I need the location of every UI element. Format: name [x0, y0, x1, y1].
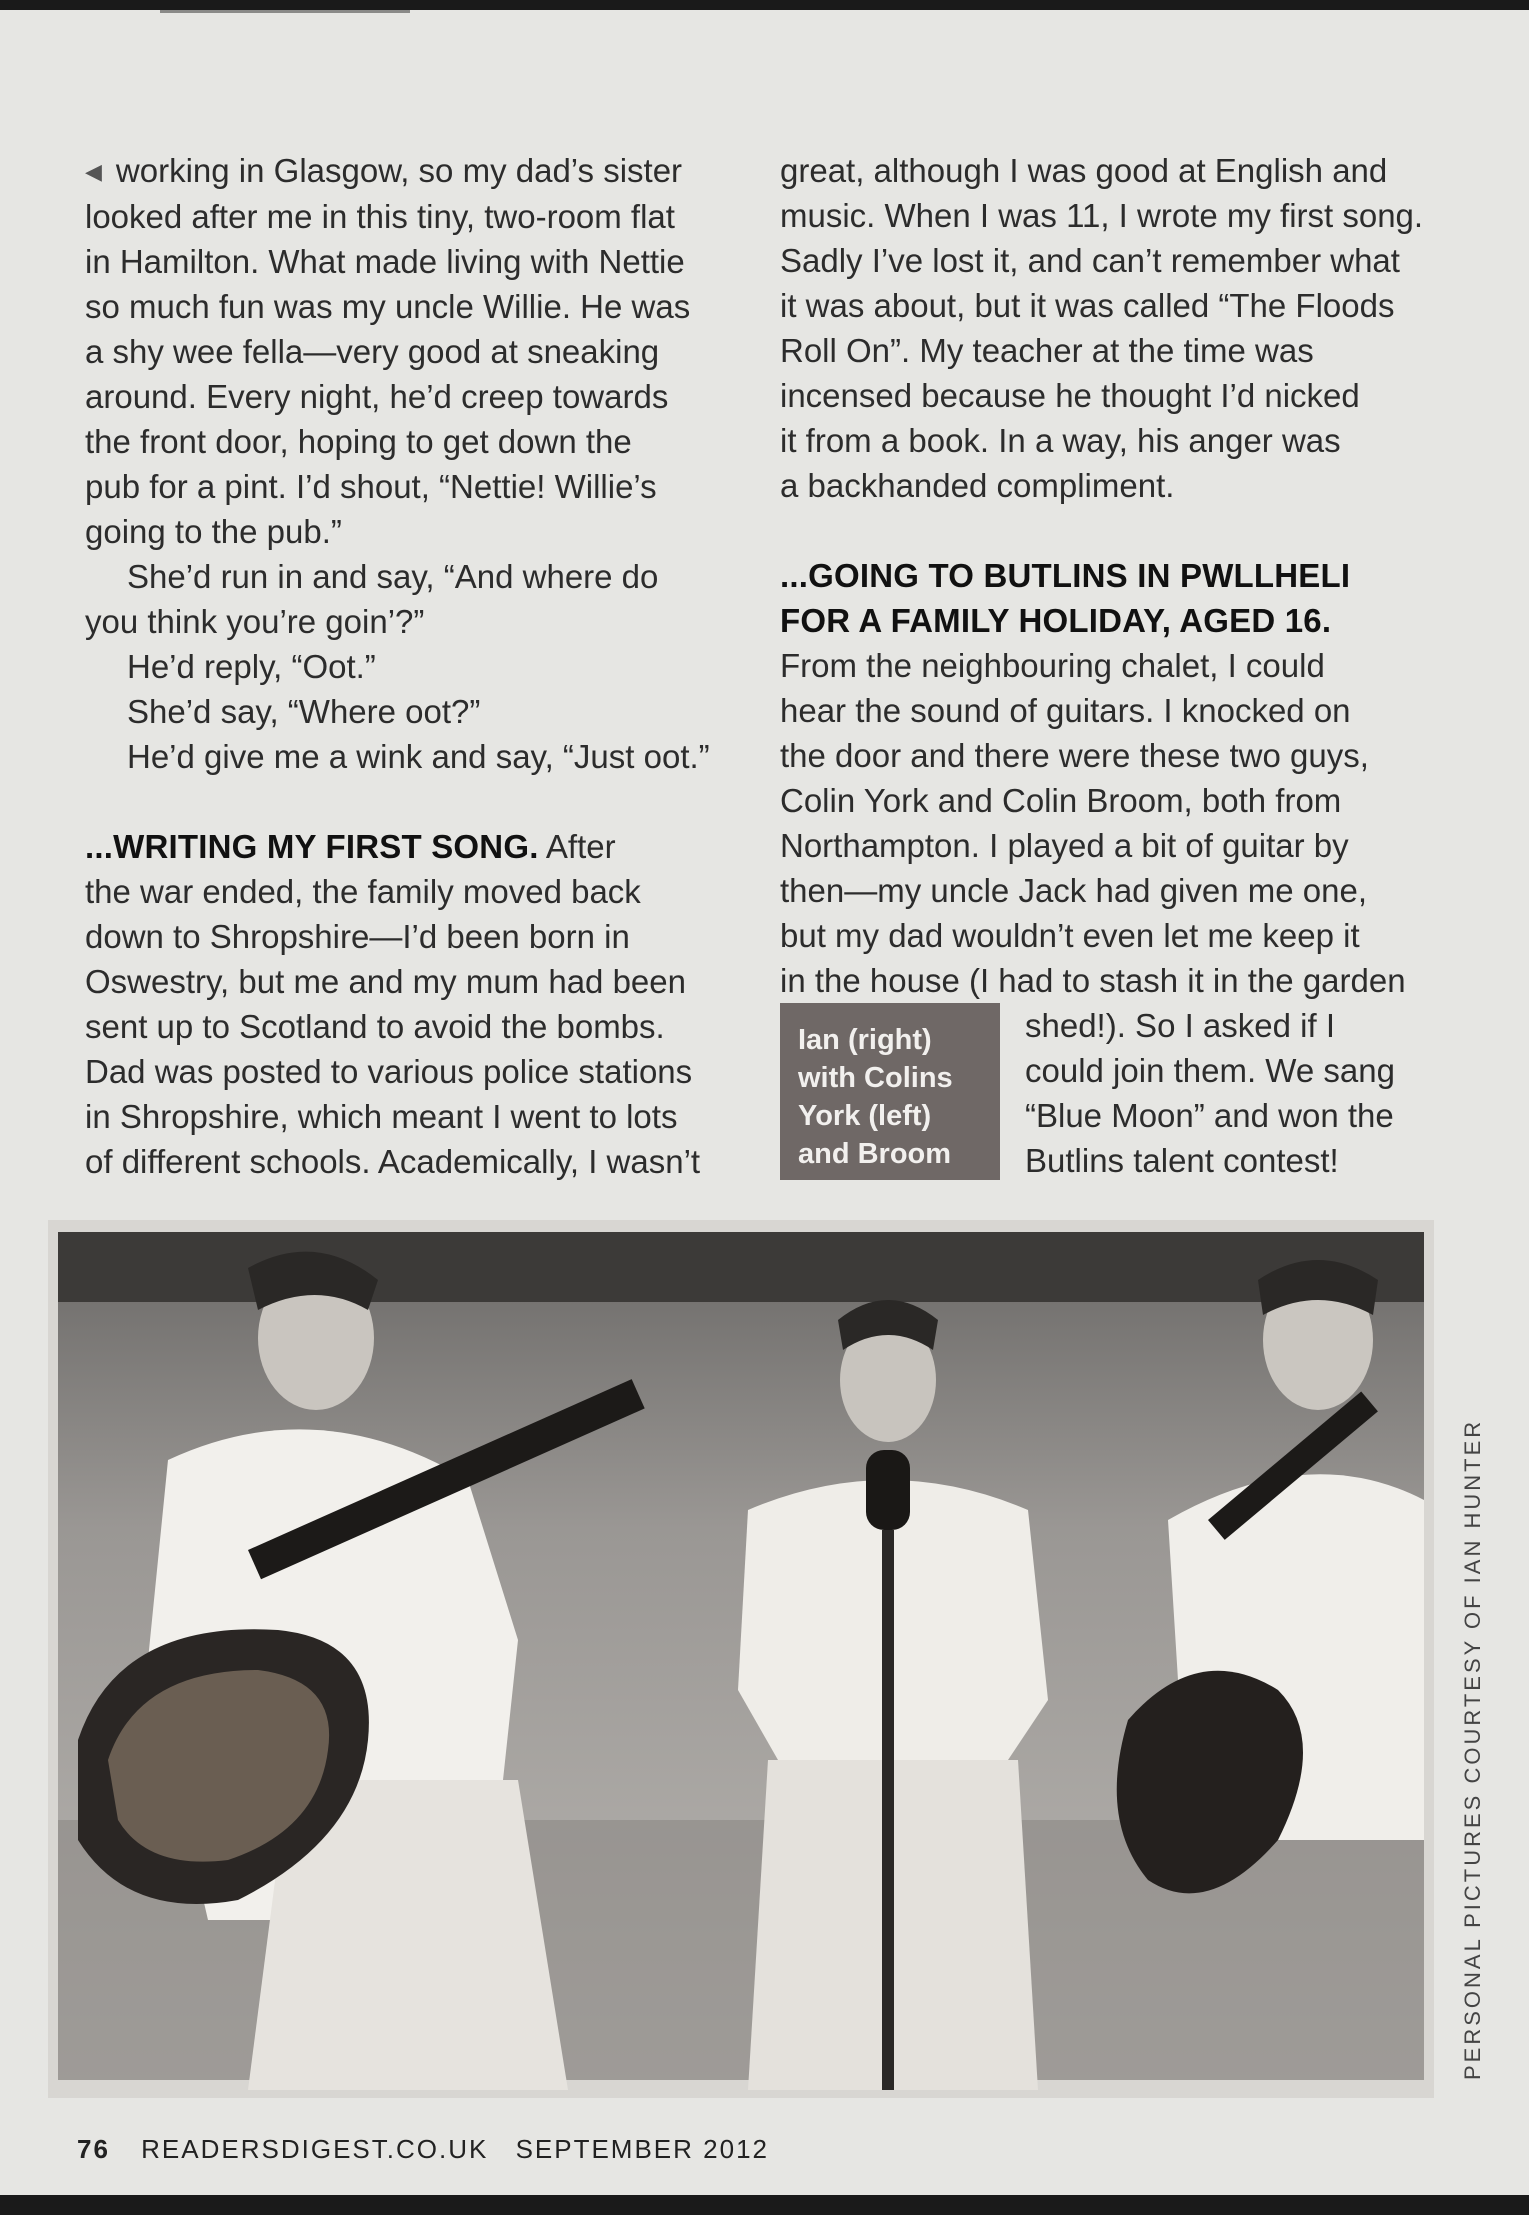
section-heading: ...WRITING MY FIRST SONG. [85, 828, 539, 865]
top-rule [160, 10, 410, 13]
photo-caption: Ian (right) with Colins York (left) and Broom [780, 1003, 1000, 1180]
wrapped-paragraph: shed!). So I asked if I could join them. We sang “Blue Moon” and won the Butlins talent contest! [1025, 1007, 1395, 1179]
section-heading-butlins: ...GOING TO BUTLINS IN PWLLHELI FOR A FAMILY HOLIDAY, AGED 16. [780, 557, 1351, 639]
paragraph-nettie: ◀ working in Glasgow, so my dad’s sister looked after me in this tiny, two-room flat in Hamilton. What made living with Nettie so much fun was my uncle Willie. He was a shy wee fella—very good at sneaking around. Every night, he’d creep towards the front door, hoping to get down the pub for a pint. I’d shout, “Nettie! Willie’s going to the pub.” [85, 152, 691, 550]
band-photo [48, 1220, 1434, 2098]
photo-credit: PERSONAL PICTURES COURTESY OF IAN HUNTER [1460, 1418, 1485, 2080]
paragraph-oot: He’d reply, “Oot.” [127, 648, 376, 685]
paragraph-goin: She’d run in and say, “And where do [127, 558, 659, 595]
footer-issue: SEPTEMBER 2012 [515, 2134, 769, 2164]
page-footer [77, 2134, 769, 2165]
page-number: 76 [77, 2134, 110, 2164]
footer-site: READERSDIGEST.CO.UK [141, 2134, 489, 2164]
paragraph-where-oot: She’d say, “Where oot?” [127, 693, 481, 730]
section-butlins: From the neighbouring chalet, I could hear the sound of guitars. I knocked on the door and there were these two guys, Colin York and Colin Broom, both from Northampton. I played a bit of guitar by then—my uncle Jack had given me one, but my dad wouldn’t even let me keep it in the house (I had to stash it in the garden [780, 647, 1406, 999]
paragraph-school: great, although I was good at English and music. When I was 11, I wrote my first song. Sadly I’ve lost it, and can’t remember what it was about, but it was called “The Floods Roll On”. My teacher at the time was incensed because he thought I’d nicked it from a book. In a way, his anger was a backhanded compliment. [780, 152, 1424, 504]
section-first-song: ...WRITING MY FIRST SONG. After the war ended, the family moved back down to Shropshire—I’d been born in Oswestry, but me and my mum had been sent up to Scotland to avoid the bombs. Dad was posted to various police stations in Shropshire, which meant I went to lots of different schools. Academically, I wasn’t [85, 828, 701, 1180]
magazine-page [0, 10, 1529, 2195]
paragraph-goin-cont: you think you’re goin’?” [85, 603, 425, 640]
left-column [85, 148, 725, 1184]
paragraph-just-oot: He’d give me a wink and say, “Just oot.” [127, 738, 710, 775]
caption-wrap [780, 1003, 1445, 1183]
continued-arrow-icon: ◀ [85, 159, 102, 184]
right-column [780, 148, 1445, 1183]
